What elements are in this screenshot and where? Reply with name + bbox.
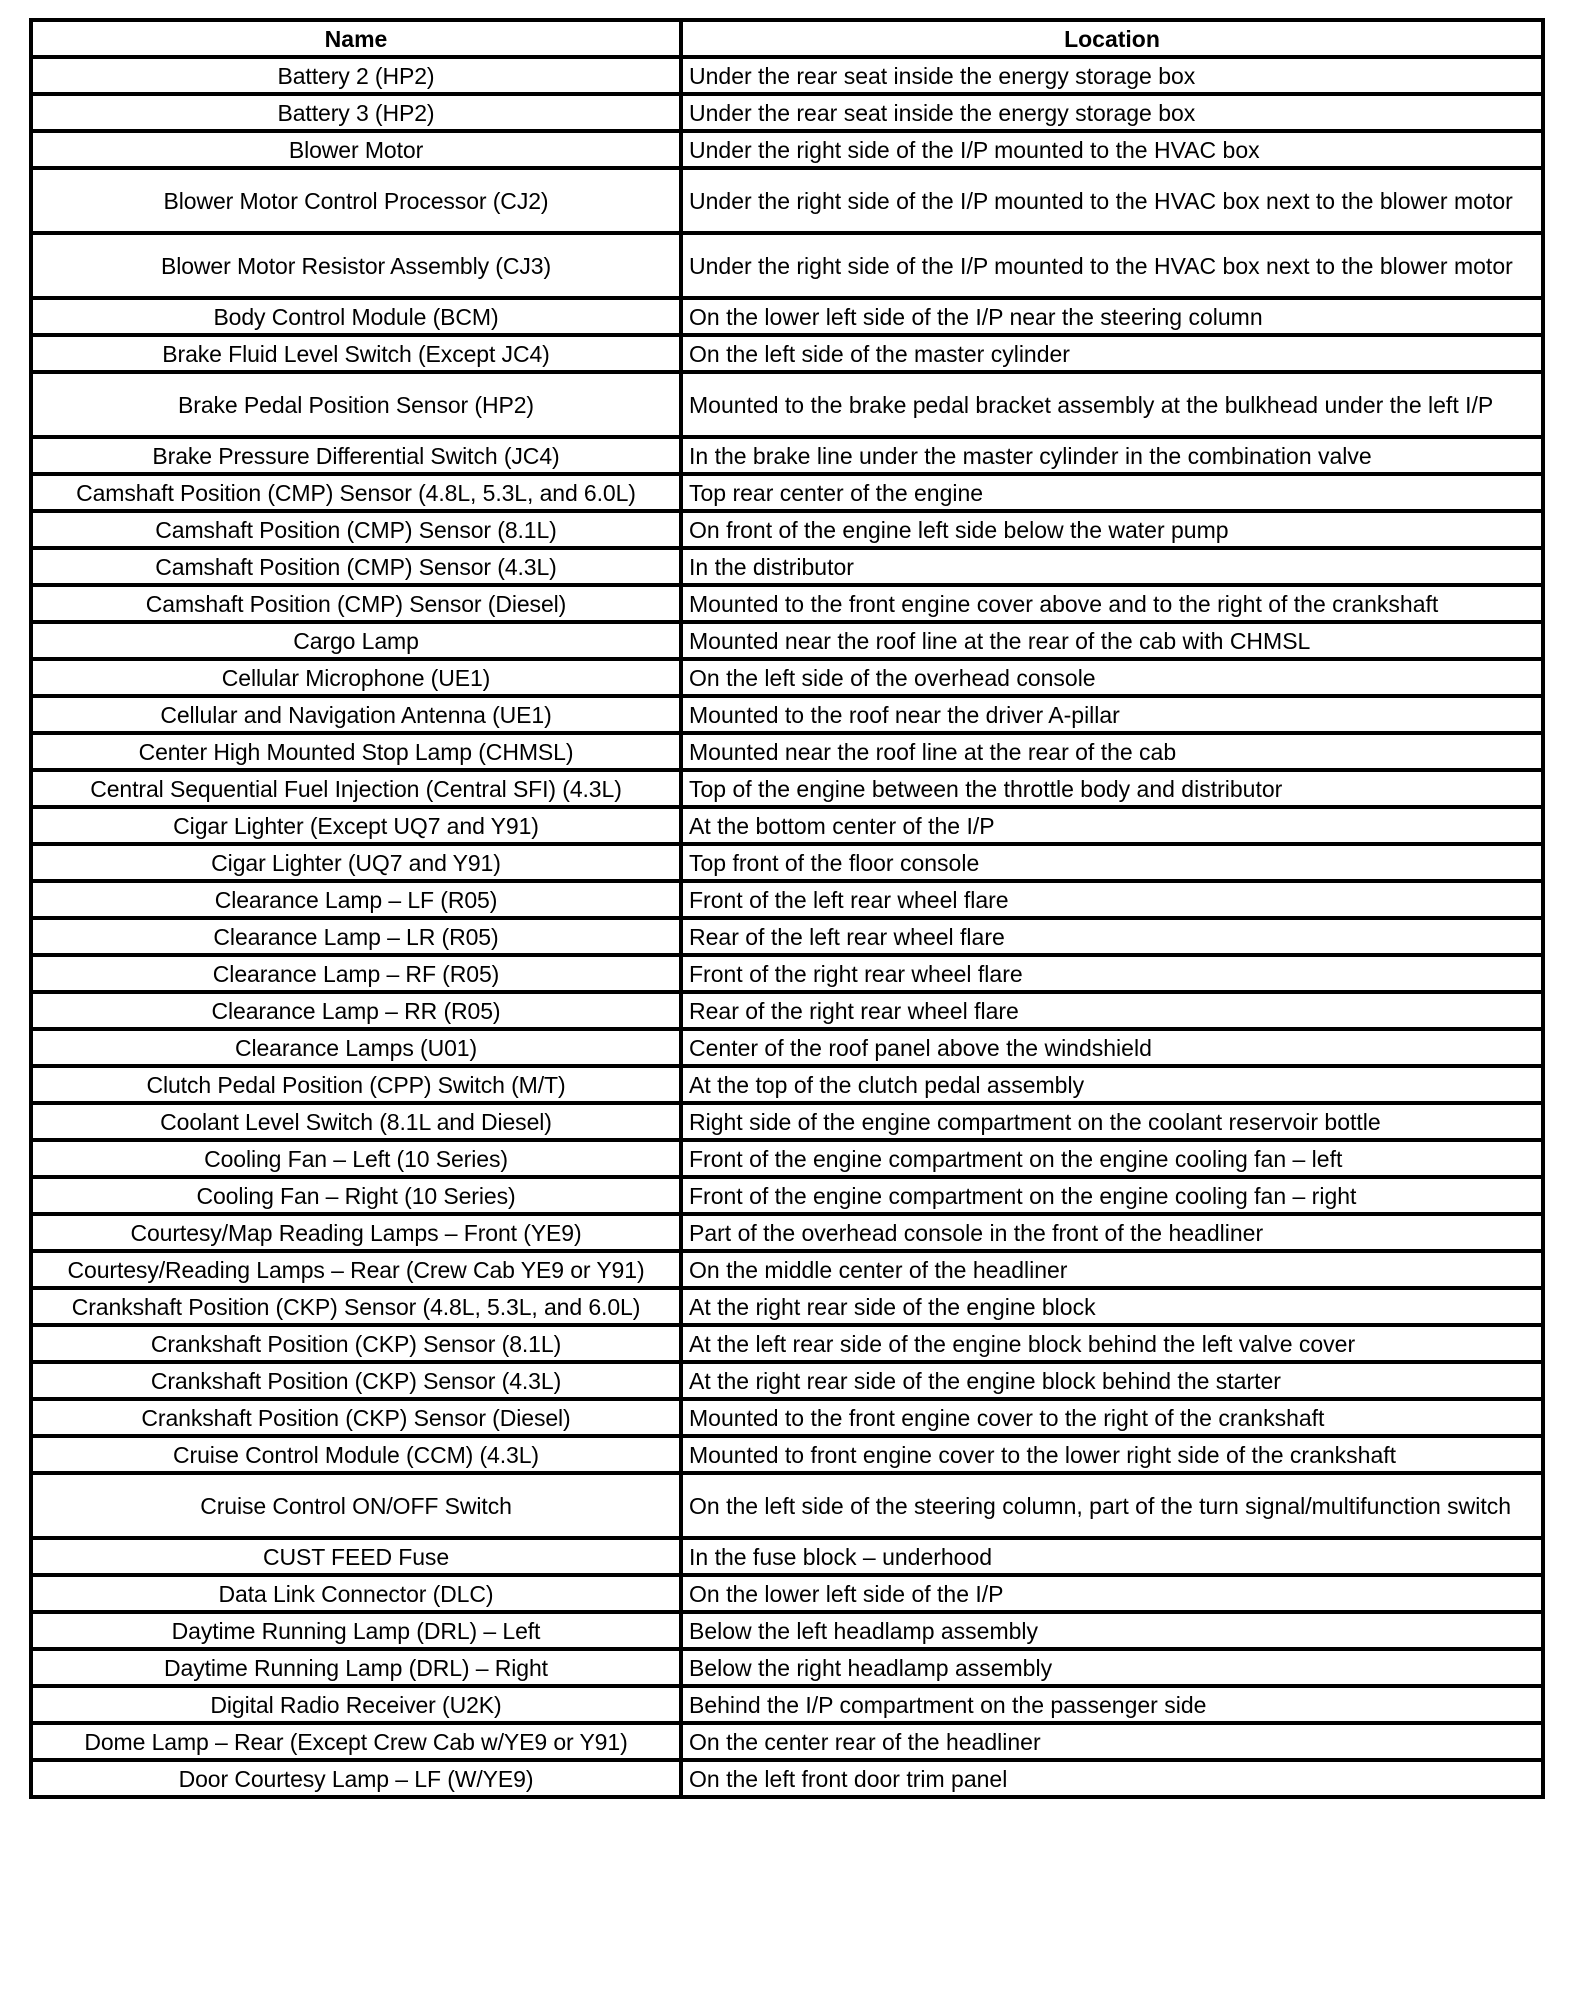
component-name-cell: Daytime Running Lamp (DRL) – Left — [31, 1612, 681, 1649]
table-row — [31, 511, 1543, 548]
table-row — [31, 1251, 1543, 1288]
table-row — [31, 1399, 1543, 1436]
table-row — [31, 1760, 1543, 1797]
table-row — [31, 1214, 1543, 1251]
component-location-cell: Mounted to the brake pedal bracket assembly at the bulkhead under the left I/P — [681, 372, 1543, 437]
component-location-cell: Front of the right rear wheel flare — [681, 955, 1543, 992]
component-location-cell: In the brake line under the master cylinder in the combination valve — [681, 437, 1543, 474]
component-name-cell: Door Courtesy Lamp – LF (W/YE9) — [31, 1760, 681, 1797]
table-row — [31, 1103, 1543, 1140]
component-name-cell: Digital Radio Receiver (U2K) — [31, 1686, 681, 1723]
component-name-cell: Daytime Running Lamp (DRL) – Right — [31, 1649, 681, 1686]
component-name-cell: Cellular Microphone (UE1) — [31, 659, 681, 696]
table-row — [31, 372, 1543, 437]
component-location-cell: Front of the engine compartment on the engine cooling fan – left — [681, 1140, 1543, 1177]
component-location-cell: On the lower left side of the I/P near the steering column — [681, 298, 1543, 335]
component-name-cell: Data Link Connector (DLC) — [31, 1575, 681, 1612]
table-row — [31, 1649, 1543, 1686]
component-name-cell: Cigar Lighter (Except UQ7 and Y91) — [31, 807, 681, 844]
component-name-cell: Camshaft Position (CMP) Sensor (Diesel) — [31, 585, 681, 622]
component-name-cell: Courtesy/Reading Lamps – Rear (Crew Cab YE9 or Y91) — [31, 1251, 681, 1288]
component-location-cell: Top rear center of the engine — [681, 474, 1543, 511]
component-location-cell: Right side of the engine compartment on the coolant reservoir bottle — [681, 1103, 1543, 1140]
table-row — [31, 955, 1543, 992]
component-name-cell: Crankshaft Position (CKP) Sensor (8.1L) — [31, 1325, 681, 1362]
table-row — [31, 1612, 1543, 1649]
component-location-cell: Mounted near the roof line at the rear of the cab with CHMSL — [681, 622, 1543, 659]
name-column-header: Name — [31, 20, 681, 57]
component-name-cell: Coolant Level Switch (8.1L and Diesel) — [31, 1103, 681, 1140]
table-row — [31, 1473, 1543, 1538]
component-name-cell: Center High Mounted Stop Lamp (CHMSL) — [31, 733, 681, 770]
component-location-cell: Mounted to the front engine cover to the right of the crankshaft — [681, 1399, 1543, 1436]
component-name-cell: Clearance Lamp – LF (R05) — [31, 881, 681, 918]
component-name-cell: Battery 2 (HP2) — [31, 57, 681, 94]
component-name-cell: Crankshaft Position (CKP) Sensor (Diesel) — [31, 1399, 681, 1436]
component-name-cell: Cellular and Navigation Antenna (UE1) — [31, 696, 681, 733]
table-row — [31, 1288, 1543, 1325]
header-row — [31, 20, 1543, 57]
component-name-cell: Cooling Fan – Left (10 Series) — [31, 1140, 681, 1177]
component-name-cell: Cruise Control ON/OFF Switch — [31, 1473, 681, 1538]
location-column-header: Location — [681, 20, 1543, 57]
component-location-cell: At the right rear side of the engine block — [681, 1288, 1543, 1325]
table-row — [31, 1029, 1543, 1066]
component-location-cell: Top front of the floor console — [681, 844, 1543, 881]
table-row — [31, 548, 1543, 585]
table-row — [31, 1723, 1543, 1760]
component-location-cell: Under the rear seat inside the energy storage box — [681, 57, 1543, 94]
table-row — [31, 57, 1543, 94]
component-name-cell: Clearance Lamps (U01) — [31, 1029, 681, 1066]
component-location-cell: On the left side of the overhead console — [681, 659, 1543, 696]
table-row — [31, 1538, 1543, 1575]
table-row — [31, 881, 1543, 918]
table-row — [31, 733, 1543, 770]
component-name-cell: Blower Motor Resistor Assembly (CJ3) — [31, 233, 681, 298]
component-location-cell: At the right rear side of the engine block behind the starter — [681, 1362, 1543, 1399]
table-row — [31, 437, 1543, 474]
component-location-cell: On the center rear of the headliner — [681, 1723, 1543, 1760]
component-name-cell: Battery 3 (HP2) — [31, 94, 681, 131]
component-location-cell: At the left rear side of the engine block behind the left valve cover — [681, 1325, 1543, 1362]
component-name-cell: Crankshaft Position (CKP) Sensor (4.8L, 5.3L, and 6.0L) — [31, 1288, 681, 1325]
table-row — [31, 168, 1543, 233]
component-location-cell: Under the right side of the I/P mounted to the HVAC box — [681, 131, 1543, 168]
component-name-cell: Brake Pedal Position Sensor (HP2) — [31, 372, 681, 437]
table-row — [31, 1066, 1543, 1103]
component-location-cell: On the left side of the master cylinder — [681, 335, 1543, 372]
table-row — [31, 807, 1543, 844]
table-row — [31, 918, 1543, 955]
component-name-cell: CUST FEED Fuse — [31, 1538, 681, 1575]
component-name-cell: Blower Motor — [31, 131, 681, 168]
component-location-cell: On the lower left side of the I/P — [681, 1575, 1543, 1612]
component-location-cell: Front of the engine compartment on the engine cooling fan – right — [681, 1177, 1543, 1214]
component-location-cell: Top of the engine between the throttle body and distributor — [681, 770, 1543, 807]
table-row — [31, 233, 1543, 298]
table-row — [31, 335, 1543, 372]
component-location-table — [29, 18, 1545, 1799]
component-location-cell: Rear of the right rear wheel flare — [681, 992, 1543, 1029]
table-row — [31, 1140, 1543, 1177]
table-row — [31, 1362, 1543, 1399]
table-row — [31, 992, 1543, 1029]
component-name-cell: Camshaft Position (CMP) Sensor (8.1L) — [31, 511, 681, 548]
component-name-cell: Cooling Fan – Right (10 Series) — [31, 1177, 681, 1214]
table-row — [31, 474, 1543, 511]
table-row — [31, 1436, 1543, 1473]
component-name-cell: Clutch Pedal Position (CPP) Switch (M/T) — [31, 1066, 681, 1103]
component-name-cell: Clearance Lamp – RF (R05) — [31, 955, 681, 992]
component-location-cell: Part of the overhead console in the front of the headliner — [681, 1214, 1543, 1251]
component-location-cell: Mounted to the front engine cover above and to the right of the crankshaft — [681, 585, 1543, 622]
component-location-cell: Below the left headlamp assembly — [681, 1612, 1543, 1649]
table-row — [31, 1575, 1543, 1612]
component-name-cell: Body Control Module (BCM) — [31, 298, 681, 335]
table-row — [31, 770, 1543, 807]
table-row — [31, 844, 1543, 881]
table-row — [31, 696, 1543, 733]
component-location-cell: Mounted to the roof near the driver A-pillar — [681, 696, 1543, 733]
component-location-cell: Rear of the left rear wheel flare — [681, 918, 1543, 955]
component-name-cell: Clearance Lamp – RR (R05) — [31, 992, 681, 1029]
table-row — [31, 659, 1543, 696]
component-name-cell: Brake Pressure Differential Switch (JC4) — [31, 437, 681, 474]
component-location-cell: In the fuse block – underhood — [681, 1538, 1543, 1575]
table-row — [31, 131, 1543, 168]
component-location-cell: Under the right side of the I/P mounted to the HVAC box next to the blower motor — [681, 233, 1543, 298]
table-header — [31, 20, 1543, 57]
table-row — [31, 298, 1543, 335]
component-name-cell: Clearance Lamp – LR (R05) — [31, 918, 681, 955]
component-name-cell: Camshaft Position (CMP) Sensor (4.8L, 5.3L, and 6.0L) — [31, 474, 681, 511]
component-location-cell: Mounted to front engine cover to the lower right side of the crankshaft — [681, 1436, 1543, 1473]
table-row — [31, 585, 1543, 622]
component-location-cell: On the left front door trim panel — [681, 1760, 1543, 1797]
component-name-cell: Courtesy/Map Reading Lamps – Front (YE9) — [31, 1214, 681, 1251]
table-row — [31, 1686, 1543, 1723]
component-location-cell: Behind the I/P compartment on the passenger side — [681, 1686, 1543, 1723]
component-location-cell: Below the right headlamp assembly — [681, 1649, 1543, 1686]
component-name-cell: Dome Lamp – Rear (Except Crew Cab w/YE9 or Y91) — [31, 1723, 681, 1760]
component-name-cell: Cruise Control Module (CCM) (4.3L) — [31, 1436, 681, 1473]
component-location-cell: Center of the roof panel above the windshield — [681, 1029, 1543, 1066]
component-location-cell: Under the right side of the I/P mounted to the HVAC box next to the blower motor — [681, 168, 1543, 233]
component-location-cell: In the distributor — [681, 548, 1543, 585]
component-name-cell: Brake Fluid Level Switch (Except JC4) — [31, 335, 681, 372]
component-location-cell: On the middle center of the headliner — [681, 1251, 1543, 1288]
table-row — [31, 1325, 1543, 1362]
component-location-cell: On the left side of the steering column, part of the turn signal/multifunction switch — [681, 1473, 1543, 1538]
component-name-cell: Camshaft Position (CMP) Sensor (4.3L) — [31, 548, 681, 585]
component-location-cell: Under the rear seat inside the energy storage box — [681, 94, 1543, 131]
component-name-cell: Cargo Lamp — [31, 622, 681, 659]
component-location-cell: On front of the engine left side below the water pump — [681, 511, 1543, 548]
component-name-cell: Crankshaft Position (CKP) Sensor (4.3L) — [31, 1362, 681, 1399]
component-name-cell: Blower Motor Control Processor (CJ2) — [31, 168, 681, 233]
table-body — [31, 57, 1543, 1797]
component-name-cell: Central Sequential Fuel Injection (Central SFI) (4.3L) — [31, 770, 681, 807]
component-name-cell: Cigar Lighter (UQ7 and Y91) — [31, 844, 681, 881]
component-location-cell: Front of the left rear wheel flare — [681, 881, 1543, 918]
table-row — [31, 622, 1543, 659]
component-location-cell: Mounted near the roof line at the rear of the cab — [681, 733, 1543, 770]
table-row — [31, 1177, 1543, 1214]
component-location-cell: At the bottom center of the I/P — [681, 807, 1543, 844]
table-row — [31, 94, 1543, 131]
component-location-cell: At the top of the clutch pedal assembly — [681, 1066, 1543, 1103]
